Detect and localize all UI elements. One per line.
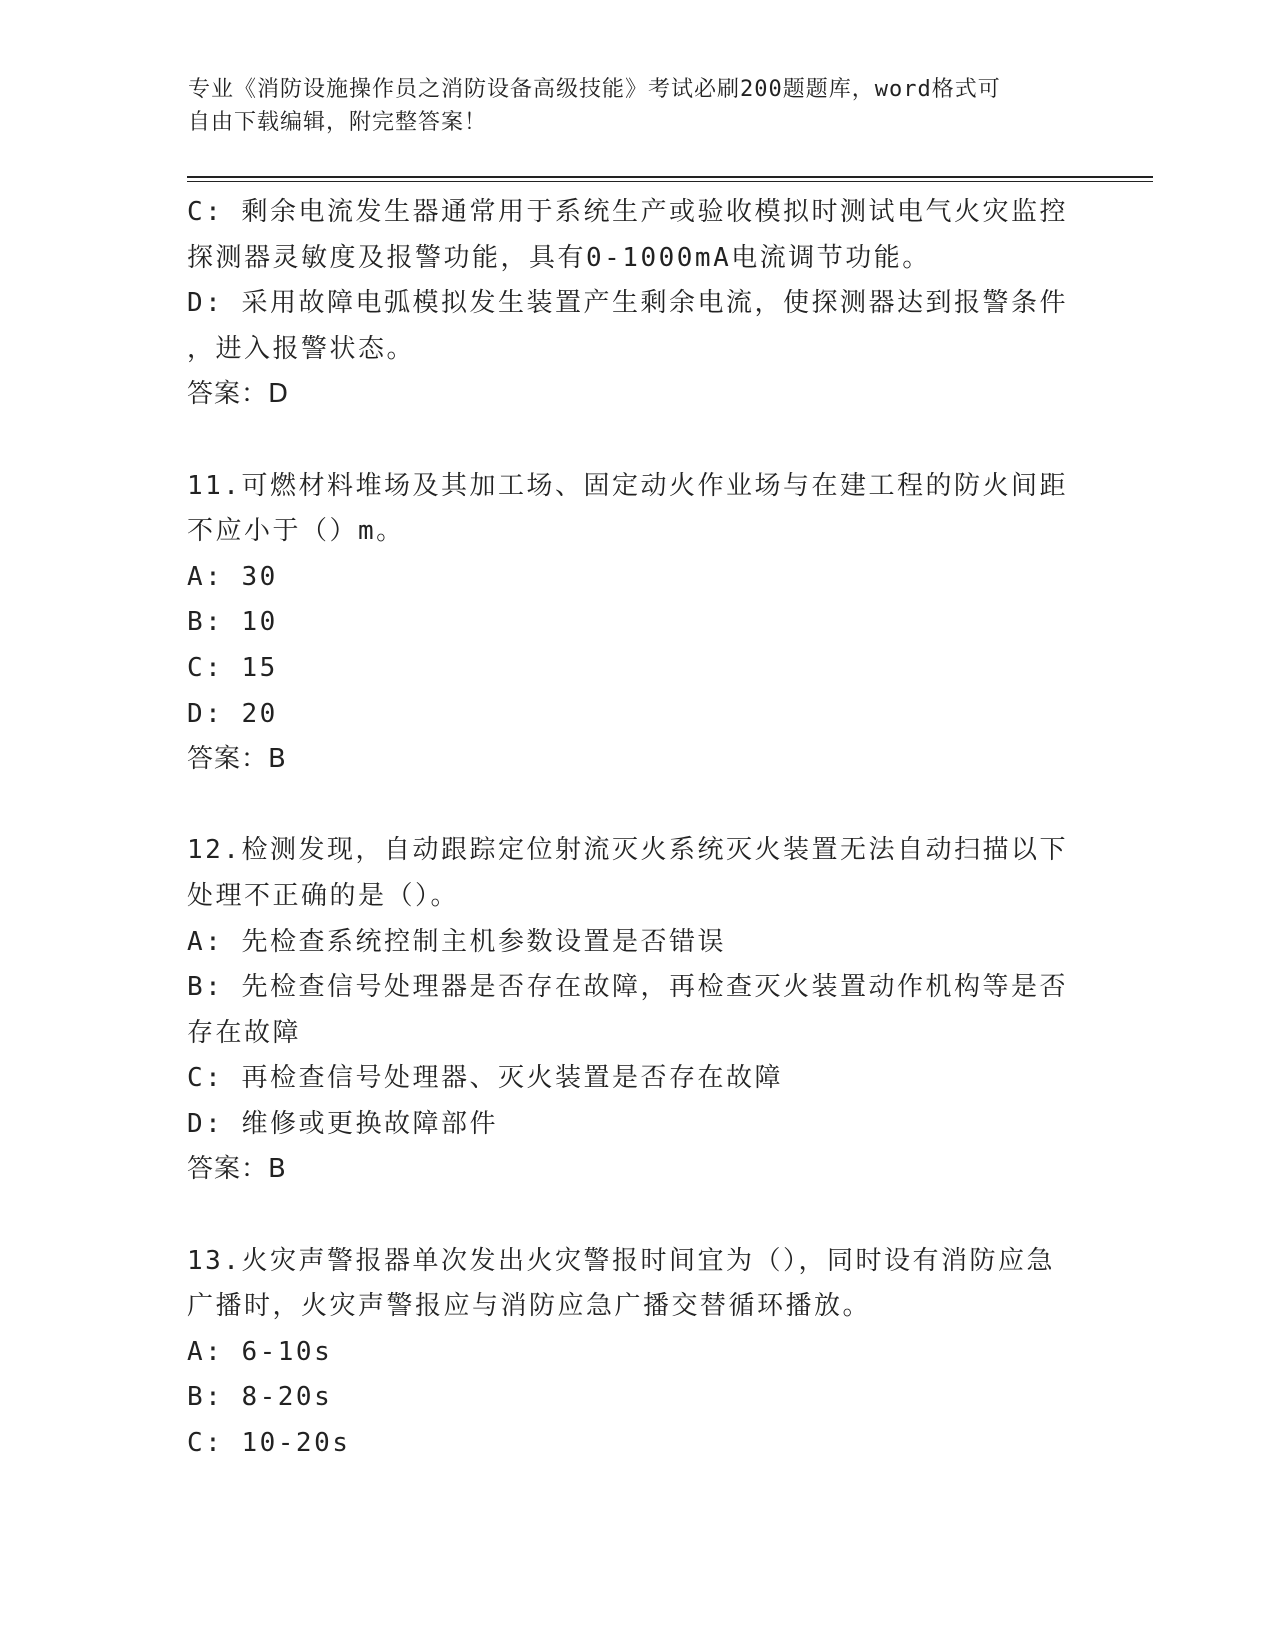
question-10-tail (187, 190, 1077, 418)
option-c: C: 再检查信号处理器、灭火装置是否存在故障 (187, 1063, 783, 1094)
document-header (188, 73, 1068, 139)
answer: 答案：D (187, 379, 290, 410)
option-d: D: 维修或更换故障部件 (187, 1108, 498, 1139)
option-c-line-2: 探测器灵敏度及报警功能，具有0-1000mA电流调节功能。 (187, 242, 931, 273)
question-stem-line-1: 11.可燃材料堆场及其加工场、固定动火作业场与在建工程的防火间距 (187, 470, 1068, 501)
answer: 答案：B (187, 1154, 287, 1185)
question-stem-line-2: 不应小于（）m。 (187, 516, 405, 547)
option-b: B: 10 (187, 607, 278, 638)
header-divider-thick (187, 176, 1153, 178)
option-a: A: 6-10s (187, 1336, 333, 1367)
option-d-line-1: D: 采用故障电弧模拟发生装置产生剩余电流，使探测器达到报警条件 (187, 288, 1068, 319)
option-d: D: 20 (187, 698, 278, 729)
option-a: A: 先检查系统控制主机参数设置是否错误 (187, 926, 726, 957)
option-b: B: 8-20s (187, 1382, 333, 1413)
header-divider-thin (187, 181, 1153, 182)
question-12 (187, 828, 1077, 1193)
question-13 (187, 1239, 1077, 1467)
option-c-line-1: C: 剩余电流发生器通常用于系统生产或验收模拟时测试电气火灾监控 (187, 197, 1068, 227)
question-stem-line-1: 13.火灾声警报器单次发出火灾警报时间宜为（），同时设有消防应急 (187, 1245, 1055, 1276)
question-content (187, 190, 1077, 1467)
question-stem-line-1: 12.检测发现，自动跟踪定位射流灭火系统灭火装置无法自动扫描以下 (187, 835, 1068, 866)
option-c: C: 15 (187, 652, 278, 683)
option-b-line-2: 存在故障 (187, 1017, 302, 1048)
option-a: A: 30 (187, 561, 278, 592)
option-b-line-1: B: 先检查信号处理器是否存在故障，再检查灭火装置动作机构等是否 (187, 972, 1068, 1003)
header-line-1: 专业《消防设施操作员之消防设备高级技能》考试必刷200题题库，word格式可 (188, 77, 1001, 102)
option-d-line-2: ，进入报警状态。 (187, 333, 416, 364)
spacer (187, 1193, 1077, 1239)
question-11 (187, 464, 1077, 783)
header-line-2: 自由下载编辑，附完整答案！ (188, 110, 488, 135)
spacer (187, 418, 1077, 464)
answer: 答案：B (187, 744, 287, 775)
question-stem-line-2: 广播时，火灾声警报应与消防应急广播交替循环播放。 (187, 1291, 872, 1322)
option-c: C: 10-20s (187, 1428, 351, 1459)
question-stem-line-2: 处理不正确的是（）。 (187, 880, 460, 911)
spacer (187, 783, 1077, 829)
